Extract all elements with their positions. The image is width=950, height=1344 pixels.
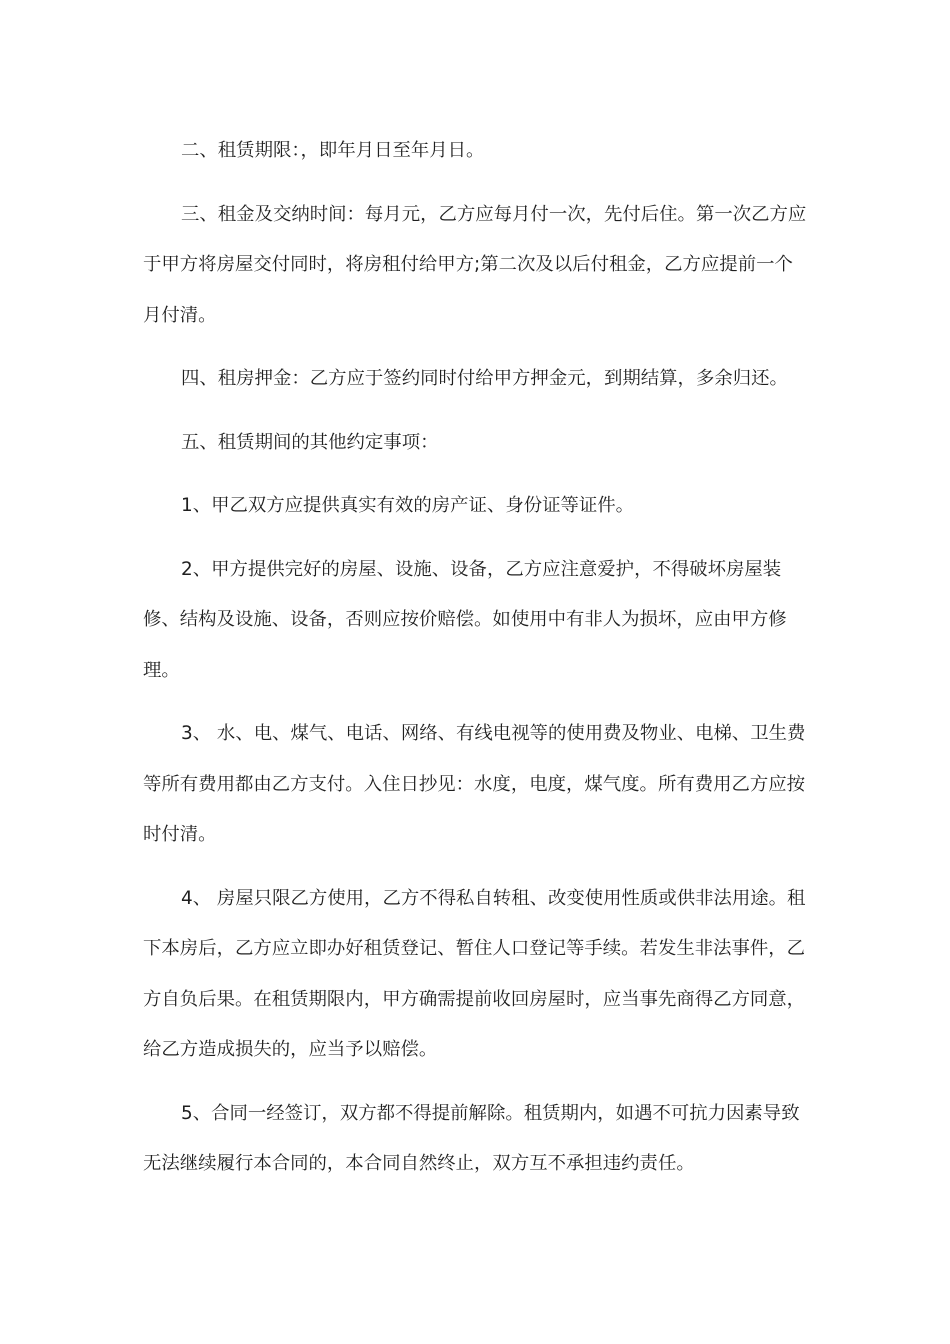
clause-rent-payment: 三、租金及交纳时间：每月元，乙方应每月付一次，先付后住。第一次乙方应于甲方将房屋交付同时，将房租付给甲方;第二次及以后付租金，乙方应提前一个月付清。	[143, 203, 807, 326]
clause-item-2: 2、甲方提供完好的房屋、设施、设备，乙方应注意爱护，不得破坏房屋装修、结构及设施、设备，否则应按价赔偿。如使用中有非人为损坏，应由甲方修理。	[143, 558, 787, 681]
clause-item-4: 4、 房屋只限乙方使用，乙方不得私自转租、改变使用性质或供非法用途。租下本房后，乙方应立即办好租赁登记、暂住人口登记等手续。若发生非法事件，乙方自负后果。在租赁期限内，甲方确需提前收回房屋时，应当事先商得乙方同意，给乙方造成损失的，应当予以赔偿。	[143, 887, 806, 1060]
clause-deposit: 四、租房押金：乙方应于签约同时付给甲方押金元，到期结算，多余归还。	[181, 368, 788, 389]
clause-other-terms-heading: 五、租赁期间的其他约定事项：	[181, 431, 439, 453]
clause-lease-term: 二、租赁期限：，即年月日至年月日。	[181, 140, 485, 161]
clause-item-5: 5、合同一经签订，双方都不得提前解除。租赁期内，如遇不可抗力因素导致无法继续履行本合同的，本合同自然终止，双方互不承担违约责任。	[143, 1102, 800, 1174]
document-body	[143, 126, 809, 1190]
clause-item-1: 1、甲乙双方应提供真实有效的房产证、身份证等证件。	[181, 495, 635, 516]
clause-item-3: 3、 水、电、煤气、电话、网络、有线电视等的使用费及物业、电梯、卫生费等所有费用都由乙方支付。入住日抄见：水度，电度，煤气度。所有费用乙方应按时付清。	[143, 723, 806, 845]
